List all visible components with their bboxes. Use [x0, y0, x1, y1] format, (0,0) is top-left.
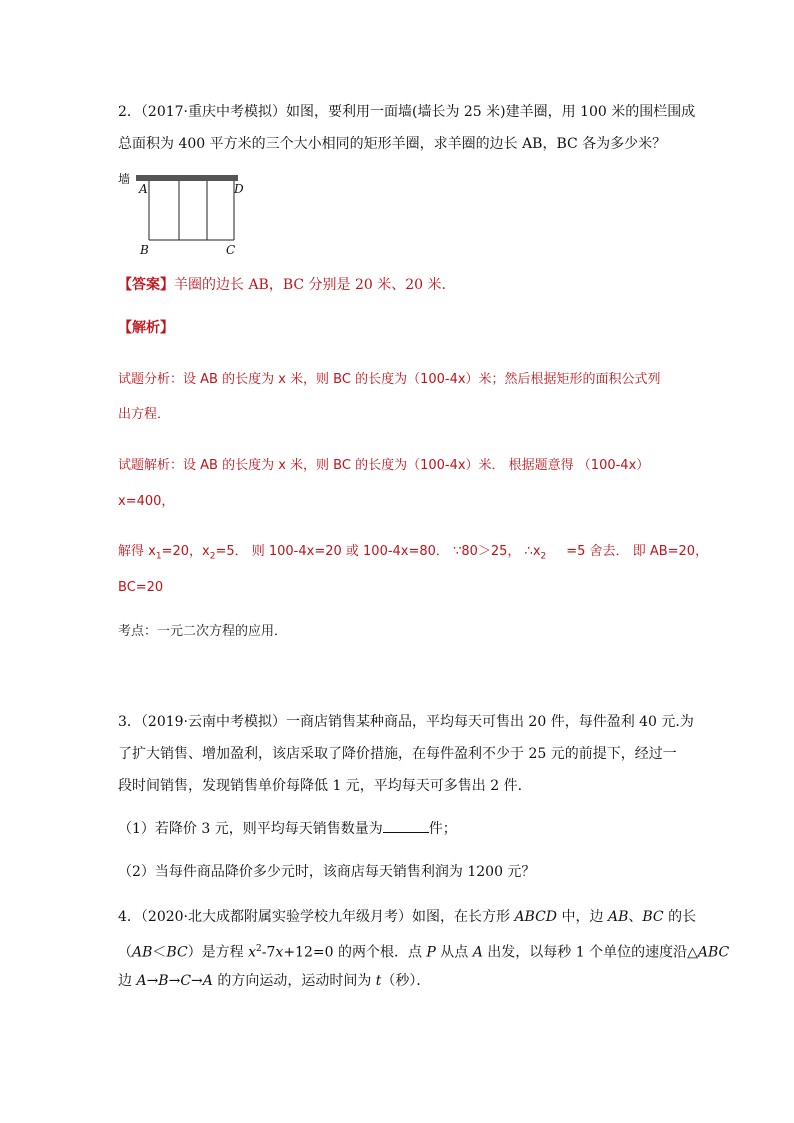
q4-l3-t: t	[375, 973, 382, 989]
q3-subquestion-2: （2）当每件商品降价多少元时，该商店每天销售利润为 1200 元？	[118, 864, 536, 880]
q4-l2-e: 从点	[435, 944, 473, 961]
q4-l2-a2: A	[472, 944, 483, 961]
analysis-line-2b: x=400，	[118, 494, 175, 509]
q4-l2-sup: 2	[256, 944, 262, 954]
q3-text-line2: 了扩大销售、增加盈利，该店采取了降价措施，在每件盈利不少于 25 元的前提下，经过一	[118, 746, 677, 762]
q4-l1-d: 的长	[663, 909, 697, 925]
q4-text-line2	[118, 939, 729, 963]
solve-b: =20，x	[161, 544, 210, 559]
q3-sub1-unit: 件；	[428, 821, 457, 837]
q4-l2-x: x	[248, 944, 257, 961]
q4-text-line1	[118, 907, 696, 927]
q2-text-line2: 总面积为 400 平方米的三个大小相同的矩形羊圈，求羊圈的边长 AB，BC 各为多少米？	[118, 136, 667, 152]
q4-l2-b: ）是方程	[187, 944, 249, 961]
solve-sub1: 1	[155, 551, 162, 562]
solution-line	[118, 542, 708, 567]
q2-text-line1: 2．（2017·重庆中考模拟）如图，要利用一面墙(墙长为 25 米)建羊圈，用 100 米的围栏围成	[118, 104, 696, 120]
q4-l1-a: 4．（2020·北大成都附属实验学校九年级月考）如图，在长方形	[118, 909, 515, 925]
solve-d: =5 舍去． 即 AB=20，	[566, 544, 709, 559]
q4-l2-f: 出发，以每秒 1 个单位的速度沿△	[482, 944, 698, 961]
q4-l3-a: 边	[118, 973, 137, 989]
q4-l1-bc: BC	[642, 909, 664, 925]
solve-sub2: 2	[209, 551, 216, 562]
q4-l2-bc: BC	[166, 944, 188, 961]
q3-answer-blank	[383, 818, 429, 833]
q4-l1-b: 中，边	[557, 909, 608, 925]
answer-text: 羊圈的边长 AB，BC 分别是 20 米、20 米.	[174, 277, 446, 293]
q4-l2-c: -7	[261, 944, 276, 961]
q4-l1-abcd: ABCD	[514, 909, 558, 925]
solve-c: =5． 则 100-4x=20 或 100-4x=80． ∵80＞25， ∴x	[215, 544, 541, 559]
q4-l3-b: 的方向运动，运动时间为	[212, 973, 376, 989]
solve-sub3: 2	[540, 551, 547, 562]
answer-tag: 【答案】	[118, 277, 174, 293]
q4-l2-a: （	[118, 944, 132, 961]
q4-l2-abc: ABC	[697, 944, 730, 961]
solve-a: 解得 x	[118, 544, 156, 559]
analysis-line-1b: 出方程．	[118, 407, 171, 422]
q4-l3-path: A→B→C→A	[136, 973, 213, 989]
q4-l2-x2: x	[275, 944, 284, 961]
q4-l2-d: +12=0 的两个根．点	[283, 944, 427, 961]
q3-text-line3: 段时间销售，发现销售单价每降低 1 元，平均每天可多售出 2 件.	[118, 778, 523, 794]
q3-subquestion-1	[118, 818, 457, 839]
q4-l2-p: P	[426, 944, 436, 961]
q2-answer	[118, 275, 446, 295]
q4-l1-ab: AB	[607, 909, 629, 925]
kaodian: 考点：一元二次方程的应用．	[118, 624, 288, 639]
q4-l2-ab: AB	[132, 944, 153, 961]
q3-sub1-text: （1）若降价 3 元，则平均每天销售数量为	[118, 821, 383, 837]
q2-sheep-pen-figure	[112, 166, 262, 258]
point-a-label: A	[139, 182, 148, 196]
q4-l3-c: （秒）．	[381, 973, 431, 989]
q4-l2-lt: ＜	[152, 944, 167, 961]
q4-text-line3	[118, 971, 430, 991]
wall-label: 墙	[118, 172, 131, 186]
q4-l1-c: 、	[628, 909, 643, 925]
q3-text-line1: 3．（2019·云南中考模拟）一商店销售某种商品，平均每天可售出 20 件，每件盈利 40 元.为	[118, 714, 694, 730]
analysis-tag: 【解析】	[118, 320, 174, 336]
point-d-label: D	[234, 182, 244, 196]
point-b-label: B	[140, 243, 149, 257]
analysis-line-1a: 试题分析：设 AB 的长度为 x 米，则 BC 的长度为（100-4x）米；然后根据矩形的面积公式列	[118, 372, 661, 387]
solution-line-2: BC=20	[118, 580, 164, 595]
point-c-label: C	[226, 243, 236, 257]
analysis-line-2a: 试题解析：设 AB 的长度为 x 米，则 BC 的长度为（100-4x）米． 根据题意得 （100-4x）	[118, 458, 650, 473]
wall-bar	[136, 175, 238, 181]
